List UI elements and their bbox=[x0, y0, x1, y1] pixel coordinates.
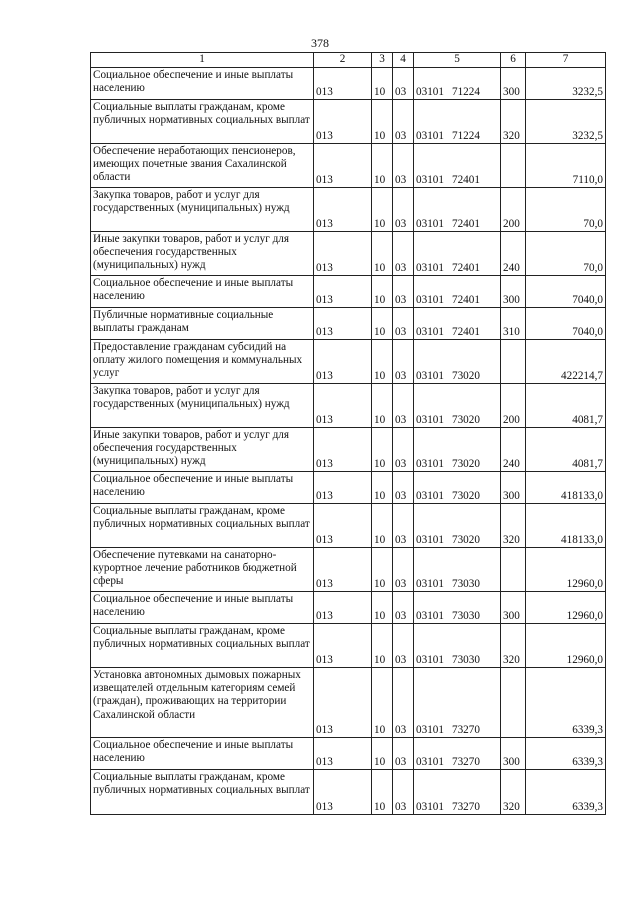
item-name-cell: Закупка товаров, работ и услуг для государственных (муниципальных) нужд bbox=[91, 188, 314, 232]
amount-cell: 6339,3 bbox=[526, 668, 606, 738]
article-code: 73270 bbox=[451, 800, 480, 813]
target-article-cell bbox=[414, 384, 501, 428]
table-row bbox=[91, 188, 606, 232]
target-article-cell bbox=[414, 144, 501, 188]
subsection-code-cell: 03 bbox=[393, 144, 414, 188]
expense-type-cell: 240 bbox=[501, 428, 526, 472]
subsection-code-cell: 03 bbox=[393, 592, 414, 624]
target-article-cell bbox=[414, 738, 501, 770]
target-article-cell bbox=[414, 100, 501, 144]
target-article-cell bbox=[414, 592, 501, 624]
subsection-code-cell: 03 bbox=[393, 232, 414, 276]
item-name-cell: Предоставление гражданам субсидий на оплату жилого помещения и коммунальных услуг bbox=[91, 340, 314, 384]
section-code-cell: 10 bbox=[372, 548, 393, 592]
table-row bbox=[91, 548, 606, 592]
section-code-cell: 10 bbox=[372, 340, 393, 384]
section-code-cell: 10 bbox=[372, 592, 393, 624]
table-row bbox=[91, 668, 606, 738]
article-code: 73020 bbox=[451, 369, 480, 382]
article-code: 73030 bbox=[451, 577, 480, 590]
program-code: 03101 bbox=[416, 577, 444, 590]
target-article-cell bbox=[414, 188, 501, 232]
section-code-cell: 10 bbox=[372, 188, 393, 232]
subsection-code-cell: 03 bbox=[393, 472, 414, 504]
expense-type-cell bbox=[501, 144, 526, 188]
ministry-code-cell: 013 bbox=[314, 624, 372, 668]
subsection-code-cell: 03 bbox=[393, 770, 414, 815]
ministry-code-cell: 013 bbox=[314, 504, 372, 548]
program-code: 03101 bbox=[416, 369, 444, 382]
expense-type-cell bbox=[501, 340, 526, 384]
amount-cell: 418133,0 bbox=[526, 472, 606, 504]
program-code: 03101 bbox=[416, 533, 444, 546]
amount-cell: 422214,7 bbox=[526, 340, 606, 384]
article-code: 71224 bbox=[451, 85, 480, 98]
column-header: 3 bbox=[372, 53, 393, 68]
item-name-cell: Иные закупки товаров, работ и услуг для обеспечения государственных (муниципальных) нужд bbox=[91, 232, 314, 276]
section-code-cell: 10 bbox=[372, 472, 393, 504]
program-code: 03101 bbox=[416, 217, 444, 230]
program-code: 03101 bbox=[416, 173, 444, 186]
subsection-code-cell: 03 bbox=[393, 428, 414, 472]
target-article-cell bbox=[414, 624, 501, 668]
program-code: 03101 bbox=[416, 653, 444, 666]
target-article-cell bbox=[414, 68, 501, 100]
target-article-cell bbox=[414, 276, 501, 308]
ministry-code-cell: 013 bbox=[314, 144, 372, 188]
column-header: 1 bbox=[91, 53, 314, 68]
ministry-code-cell: 013 bbox=[314, 276, 372, 308]
subsection-code-cell: 03 bbox=[393, 276, 414, 308]
item-name-cell: Социальное обеспечение и иные выплаты населению bbox=[91, 276, 314, 308]
expense-type-cell: 300 bbox=[501, 68, 526, 100]
table-row bbox=[91, 428, 606, 472]
section-code-cell: 10 bbox=[372, 770, 393, 815]
expense-type-cell bbox=[501, 548, 526, 592]
program-code: 03101 bbox=[416, 755, 444, 768]
program-code: 03101 bbox=[416, 489, 444, 502]
table-row bbox=[91, 232, 606, 276]
article-code: 72401 bbox=[451, 173, 480, 186]
ministry-code-cell: 013 bbox=[314, 770, 372, 815]
item-name-cell: Обеспечение путевками на санаторно-курортное лечение работников бюджетной сферы bbox=[91, 548, 314, 592]
program-code: 03101 bbox=[416, 457, 444, 470]
target-article-cell bbox=[414, 428, 501, 472]
article-code: 72401 bbox=[451, 293, 480, 306]
item-name-cell: Социальное обеспечение и иные выплаты населению bbox=[91, 592, 314, 624]
amount-cell: 6339,3 bbox=[526, 770, 606, 815]
ministry-code-cell: 013 bbox=[314, 68, 372, 100]
item-name-cell: Социальные выплаты гражданам, кроме публичных нормативных социальных выплат bbox=[91, 770, 314, 815]
amount-cell: 4081,7 bbox=[526, 384, 606, 428]
budget-table bbox=[90, 52, 606, 815]
amount-cell: 12960,0 bbox=[526, 548, 606, 592]
article-code: 72401 bbox=[451, 217, 480, 230]
expense-type-cell: 320 bbox=[501, 624, 526, 668]
ministry-code-cell: 013 bbox=[314, 232, 372, 276]
table-row bbox=[91, 384, 606, 428]
item-name-cell: Установка автономных дымовых пожарных извещателей отдельным категориям семей (граждан), проживающих на территории Сахалинской области bbox=[91, 668, 314, 738]
target-article-cell bbox=[414, 308, 501, 340]
item-name-cell: Социальные выплаты гражданам, кроме публичных нормативных социальных выплат bbox=[91, 504, 314, 548]
program-code: 03101 bbox=[416, 293, 444, 306]
expense-type-cell: 320 bbox=[501, 504, 526, 548]
article-code: 73020 bbox=[451, 413, 480, 426]
section-code-cell: 10 bbox=[372, 738, 393, 770]
subsection-code-cell: 03 bbox=[393, 668, 414, 738]
section-code-cell: 10 bbox=[372, 68, 393, 100]
article-code: 73270 bbox=[451, 755, 480, 768]
amount-cell: 4081,7 bbox=[526, 428, 606, 472]
target-article-cell bbox=[414, 340, 501, 384]
column-header: 5 bbox=[414, 53, 501, 68]
ministry-code-cell: 013 bbox=[314, 592, 372, 624]
section-code-cell: 10 bbox=[372, 504, 393, 548]
program-code: 03101 bbox=[416, 129, 444, 142]
table-row bbox=[91, 624, 606, 668]
section-code-cell: 10 bbox=[372, 624, 393, 668]
table-row bbox=[91, 738, 606, 770]
column-header: 4 bbox=[393, 53, 414, 68]
subsection-code-cell: 03 bbox=[393, 624, 414, 668]
amount-cell: 7040,0 bbox=[526, 276, 606, 308]
table-row bbox=[91, 68, 606, 100]
article-code: 73270 bbox=[451, 723, 480, 736]
target-article-cell bbox=[414, 472, 501, 504]
item-name-cell: Социальное обеспечение и иные выплаты населению bbox=[91, 68, 314, 100]
expense-type-cell bbox=[501, 668, 526, 738]
item-name-cell: Закупка товаров, работ и услуг для государственных (муниципальных) нужд bbox=[91, 384, 314, 428]
ministry-code-cell: 013 bbox=[314, 472, 372, 504]
article-code: 73030 bbox=[451, 653, 480, 666]
expense-type-cell: 300 bbox=[501, 592, 526, 624]
section-code-cell: 10 bbox=[372, 668, 393, 738]
item-name-cell: Социальные выплаты гражданам, кроме публичных нормативных социальных выплат bbox=[91, 624, 314, 668]
subsection-code-cell: 03 bbox=[393, 738, 414, 770]
column-header: 7 bbox=[526, 53, 606, 68]
amount-cell: 12960,0 bbox=[526, 624, 606, 668]
target-article-cell bbox=[414, 504, 501, 548]
item-name-cell: Социальные выплаты гражданам, кроме публичных нормативных социальных выплат bbox=[91, 100, 314, 144]
table-row bbox=[91, 770, 606, 815]
amount-cell: 3232,5 bbox=[526, 100, 606, 144]
expense-type-cell: 200 bbox=[501, 188, 526, 232]
section-code-cell: 10 bbox=[372, 308, 393, 340]
subsection-code-cell: 03 bbox=[393, 384, 414, 428]
section-code-cell: 10 bbox=[372, 100, 393, 144]
target-article-cell bbox=[414, 232, 501, 276]
ministry-code-cell: 013 bbox=[314, 188, 372, 232]
ministry-code-cell: 013 bbox=[314, 340, 372, 384]
subsection-code-cell: 03 bbox=[393, 68, 414, 100]
program-code: 03101 bbox=[416, 800, 444, 813]
expense-type-cell: 300 bbox=[501, 276, 526, 308]
item-name-cell: Социальное обеспечение и иные выплаты населению bbox=[91, 472, 314, 504]
target-article-cell bbox=[414, 668, 501, 738]
item-name-cell: Публичные нормативные социальные выплаты гражданам bbox=[91, 308, 314, 340]
section-code-cell: 10 bbox=[372, 276, 393, 308]
article-code: 73030 bbox=[451, 609, 480, 622]
subsection-code-cell: 03 bbox=[393, 548, 414, 592]
article-code: 73020 bbox=[451, 533, 480, 546]
ministry-code-cell: 013 bbox=[314, 548, 372, 592]
subsection-code-cell: 03 bbox=[393, 188, 414, 232]
expense-type-cell: 310 bbox=[501, 308, 526, 340]
program-code: 03101 bbox=[416, 85, 444, 98]
item-name-cell: Социальное обеспечение и иные выплаты населению bbox=[91, 738, 314, 770]
amount-cell: 3232,5 bbox=[526, 68, 606, 100]
target-article-cell bbox=[414, 548, 501, 592]
page-number: 378 bbox=[311, 36, 329, 50]
article-code: 72401 bbox=[451, 325, 480, 338]
article-code: 71224 bbox=[451, 129, 480, 142]
item-name-cell: Обеспечение неработающих пенсионеров, имеющих почетные звания Сахалинской области bbox=[91, 144, 314, 188]
ministry-code-cell: 013 bbox=[314, 100, 372, 144]
ministry-code-cell: 013 bbox=[314, 428, 372, 472]
subsection-code-cell: 03 bbox=[393, 100, 414, 144]
article-code: 72401 bbox=[451, 261, 480, 274]
column-header: 6 bbox=[501, 53, 526, 68]
item-name-cell: Иные закупки товаров, работ и услуг для обеспечения государственных (муниципальных) нужд bbox=[91, 428, 314, 472]
column-header: 2 bbox=[314, 53, 372, 68]
section-code-cell: 10 bbox=[372, 428, 393, 472]
table-row bbox=[91, 504, 606, 548]
expense-type-cell: 200 bbox=[501, 384, 526, 428]
expense-type-cell: 320 bbox=[501, 770, 526, 815]
amount-cell: 6339,3 bbox=[526, 738, 606, 770]
expense-type-cell: 320 bbox=[501, 100, 526, 144]
ministry-code-cell: 013 bbox=[314, 308, 372, 340]
subsection-code-cell: 03 bbox=[393, 308, 414, 340]
ministry-code-cell: 013 bbox=[314, 738, 372, 770]
program-code: 03101 bbox=[416, 609, 444, 622]
column-number-header bbox=[91, 53, 606, 68]
table-row bbox=[91, 100, 606, 144]
ministry-code-cell: 013 bbox=[314, 668, 372, 738]
program-code: 03101 bbox=[416, 325, 444, 338]
article-code: 73020 bbox=[451, 457, 480, 470]
amount-cell: 12960,0 bbox=[526, 592, 606, 624]
section-code-cell: 10 bbox=[372, 384, 393, 428]
amount-cell: 418133,0 bbox=[526, 504, 606, 548]
expense-type-cell: 240 bbox=[501, 232, 526, 276]
subsection-code-cell: 03 bbox=[393, 340, 414, 384]
amount-cell: 70,0 bbox=[526, 232, 606, 276]
program-code: 03101 bbox=[416, 723, 444, 736]
program-code: 03101 bbox=[416, 413, 444, 426]
ministry-code-cell: 013 bbox=[314, 384, 372, 428]
amount-cell: 70,0 bbox=[526, 188, 606, 232]
table-row bbox=[91, 472, 606, 504]
table-row bbox=[91, 276, 606, 308]
table-row bbox=[91, 340, 606, 384]
section-code-cell: 10 bbox=[372, 144, 393, 188]
amount-cell: 7040,0 bbox=[526, 308, 606, 340]
table-row bbox=[91, 308, 606, 340]
target-article-cell bbox=[414, 770, 501, 815]
program-code: 03101 bbox=[416, 261, 444, 274]
amount-cell: 7110,0 bbox=[526, 144, 606, 188]
expense-type-cell: 300 bbox=[501, 472, 526, 504]
expense-type-cell: 300 bbox=[501, 738, 526, 770]
table-row bbox=[91, 144, 606, 188]
table-row bbox=[91, 592, 606, 624]
section-code-cell: 10 bbox=[372, 232, 393, 276]
article-code: 73020 bbox=[451, 489, 480, 502]
subsection-code-cell: 03 bbox=[393, 504, 414, 548]
